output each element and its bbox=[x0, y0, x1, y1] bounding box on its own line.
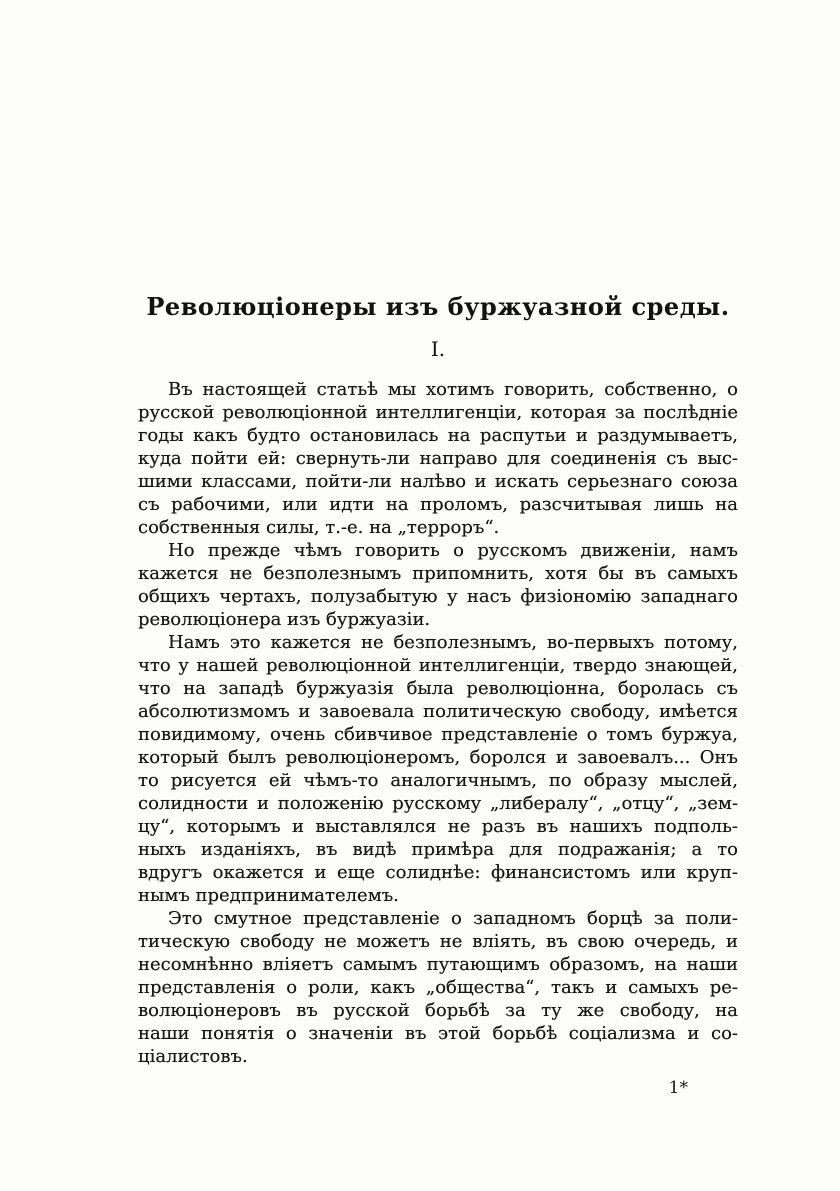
text-line: наши понятія о значеніи въ этой борьбѣ соціализма и со- bbox=[138, 1023, 738, 1044]
text-line: солидности и положенію русскому „либералу“, „отцу“, „зем- bbox=[138, 793, 738, 814]
text-line: Въ настоящей статьѣ мы хотимъ говорить, собственно, о bbox=[168, 379, 738, 400]
text-line: шими классами, пойти-ли налѣво и искать серьезнаго союза bbox=[138, 471, 738, 492]
text-line: нымъ предпринимателемъ. bbox=[138, 885, 399, 906]
text-line: что на западѣ буржуазія была революціонна, боролась съ bbox=[138, 678, 738, 699]
body-text bbox=[138, 378, 738, 1068]
text-line: русской революціонной интеллигенціи, которая за послѣдніе bbox=[138, 402, 738, 423]
paragraph bbox=[138, 378, 738, 539]
text-line: абсолютизмомъ и завоевала политическую свободу, имѣется bbox=[138, 701, 738, 722]
text-line: общихъ чертахъ, полузабытую у насъ физіономію западнаго bbox=[138, 586, 738, 607]
text-line: куда пойти ей: свернуть-ли направо для соединенія съ выс- bbox=[138, 448, 738, 469]
text-line: ныхъ изданіяхъ, въ видѣ примѣра для подражанія; а то bbox=[138, 839, 738, 860]
section-number: I. bbox=[430, 337, 446, 361]
text-line: представленія о роли, какъ „общества“, такъ и самыхъ ре- bbox=[138, 977, 738, 998]
text-column bbox=[138, 292, 738, 1068]
signature-mark: 1* bbox=[668, 1078, 688, 1098]
text-line: съ рабочими, или идти на проломъ, разсчитывая лишь на bbox=[138, 494, 738, 515]
text-line: тическую свободу не можетъ не вліять, въ свою очередь, и bbox=[138, 931, 738, 952]
text-line: несомнѣнно вліяетъ самымъ путающимъ образомъ, на наши bbox=[138, 954, 738, 975]
text-line: ціалистовъ. bbox=[138, 1046, 248, 1067]
paragraph bbox=[138, 631, 738, 907]
text-line: который былъ революціонеромъ, боролся и завоевалъ... Онъ bbox=[138, 747, 738, 768]
text-line: вдругъ окажется и еще солиднѣе: финансистомъ или круп- bbox=[138, 862, 738, 883]
text-line: кажется не безполезнымъ припомнить, хотя бы въ самыхъ bbox=[138, 563, 738, 584]
text-line: революціонера изъ буржуазіи. bbox=[138, 609, 431, 630]
paragraph bbox=[138, 539, 738, 631]
paragraph bbox=[138, 907, 738, 1068]
text-line: Намъ это кажется не безполезнымъ, во-первыхъ потому, bbox=[168, 632, 738, 653]
text-line: то рисуется ей чѣмъ-то аналогичнымъ, по образу мыслей, bbox=[138, 770, 738, 791]
text-line: волюціонеровъ въ русской борьбѣ за ту же свободу, на bbox=[138, 1000, 738, 1021]
text-line: цу“, которымъ и выставлялся не разъ въ нашихъ подполь- bbox=[138, 816, 738, 837]
text-line: повидимому, очень сбивчивое представленіе о томъ буржуа, bbox=[138, 724, 738, 745]
text-line: Но прежде чѣмъ говорить о русскомъ движеніи, намъ bbox=[168, 540, 738, 561]
text-line: годы какъ будто остановилась на распутьи и раздумываетъ, bbox=[138, 425, 738, 446]
text-line: Это смутное представленіе о западномъ борцѣ за поли- bbox=[168, 908, 738, 929]
text-line: собственныя силы, т.-е. на „терроръ“. bbox=[138, 517, 500, 538]
text-line: что у нашей революціонной интеллигенціи, твердо знающей, bbox=[138, 655, 738, 676]
chapter-title: Революціонеры изъ буржуазной среды. bbox=[146, 292, 730, 321]
